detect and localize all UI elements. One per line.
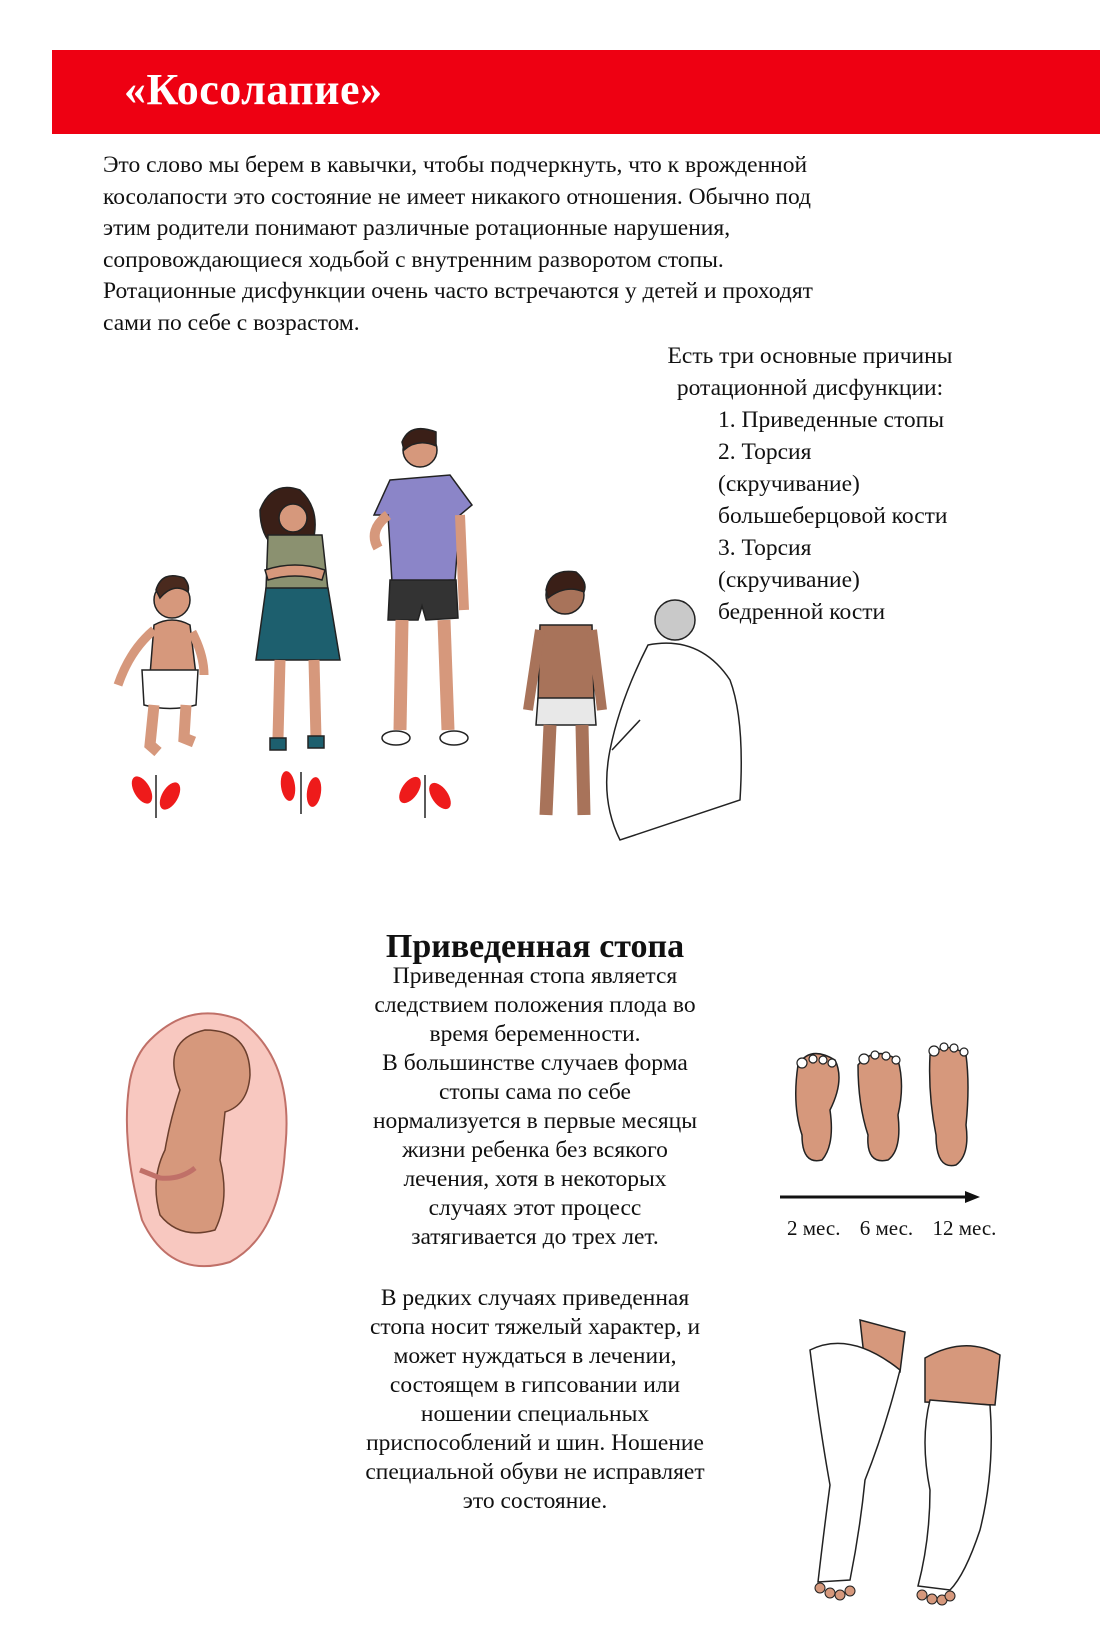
paragraph-line: случаях этот процесс bbox=[428, 1195, 642, 1221]
section-paragraph-2 bbox=[305, 1284, 765, 1516]
paragraph-line: В большинстве случаев форма bbox=[382, 1050, 688, 1076]
doctor-figure bbox=[607, 600, 742, 840]
paragraph-line: ношении специальных bbox=[420, 1401, 650, 1427]
timeline-label: 2 мес. bbox=[787, 1216, 841, 1240]
paragraph-line: может нуждаться в лечении, bbox=[393, 1343, 677, 1369]
paragraph-line: это состояние. bbox=[462, 1488, 608, 1514]
foot-6-months bbox=[858, 1054, 902, 1161]
family-illustration bbox=[100, 420, 780, 880]
toddler-figure bbox=[118, 576, 204, 752]
feet-progression-illustration bbox=[780, 1035, 1000, 1210]
paragraph-line: лечения, хотя в некоторых bbox=[403, 1166, 667, 1192]
fetus-illustration bbox=[120, 1000, 300, 1280]
paragraph-line: В редких случаях приведенная bbox=[380, 1285, 690, 1311]
timeline-labels bbox=[787, 1216, 1017, 1241]
paragraph-line: стопы сама по себе bbox=[439, 1079, 631, 1105]
intro-line: сами по себе с возрастом. bbox=[103, 309, 360, 336]
cause-item: 1. Приведенные стопы bbox=[718, 407, 945, 433]
causes-heading: ротационной дисфункции: bbox=[676, 375, 944, 401]
mother-figure bbox=[256, 488, 340, 751]
intro-line: этим родители понимают различные ротационные нарушения, bbox=[103, 215, 731, 241]
footprints bbox=[128, 770, 456, 813]
intro-line: Ротационные дисфункции очень часто встречаются у детей и проходят bbox=[103, 278, 813, 304]
paragraph-line: время беременности. bbox=[429, 1021, 641, 1047]
page-title: «Косолапие» bbox=[124, 65, 383, 114]
paragraph-line: следствием положения плода во bbox=[374, 992, 696, 1018]
cause-item: бедренной кости bbox=[718, 599, 886, 625]
foot-2-months bbox=[796, 1054, 839, 1161]
father-figure bbox=[374, 429, 472, 745]
cause-item: (скручивание) bbox=[718, 567, 860, 593]
paragraph-line: специальной обуви не исправляет bbox=[365, 1459, 705, 1485]
cause-item: большеберцовой кости bbox=[718, 503, 948, 529]
cast-legs-illustration bbox=[790, 1310, 1020, 1630]
intro-paragraph bbox=[103, 150, 1003, 339]
paragraph-line: нормализуется в первые месяцы bbox=[372, 1108, 698, 1134]
child-figure bbox=[528, 571, 602, 815]
intro-line: Это слово мы берем в кавычки, чтобы подчеркнуть, что к врожденной bbox=[103, 152, 808, 178]
paragraph-line: приспособлений и шин. Ношение bbox=[366, 1430, 704, 1456]
cause-item: 2. Торсия bbox=[718, 439, 812, 465]
section-title: Приведенная стопа bbox=[385, 928, 685, 965]
title-banner bbox=[52, 50, 1100, 134]
causes-heading: Есть три основные причины bbox=[667, 343, 953, 369]
intro-line: сопровождающиеся ходьбой с внутренним разворотом стопы. bbox=[103, 246, 724, 273]
cause-item: 3. Торсия bbox=[718, 535, 812, 561]
paragraph-line: состоящем в гипсовании или bbox=[389, 1372, 681, 1398]
timeline-label: 12 мес. bbox=[932, 1216, 997, 1240]
paragraph-line: стопа носит тяжелый характер, и bbox=[369, 1314, 701, 1340]
paragraph-line: Приведенная стопа является bbox=[392, 963, 678, 989]
timeline-label: 6 мес. bbox=[859, 1216, 914, 1240]
cause-item: (скручивание) bbox=[718, 471, 860, 497]
paragraph-line: жизни ребенка без всякого bbox=[402, 1137, 668, 1163]
paragraph-line: затягивается до трех лет. bbox=[411, 1224, 659, 1250]
section-paragraph-1 bbox=[305, 962, 765, 1252]
foot-12-months bbox=[930, 1048, 968, 1166]
intro-line: косолапости это состояние не имеет никакого отношения. Обычно под bbox=[103, 183, 811, 210]
